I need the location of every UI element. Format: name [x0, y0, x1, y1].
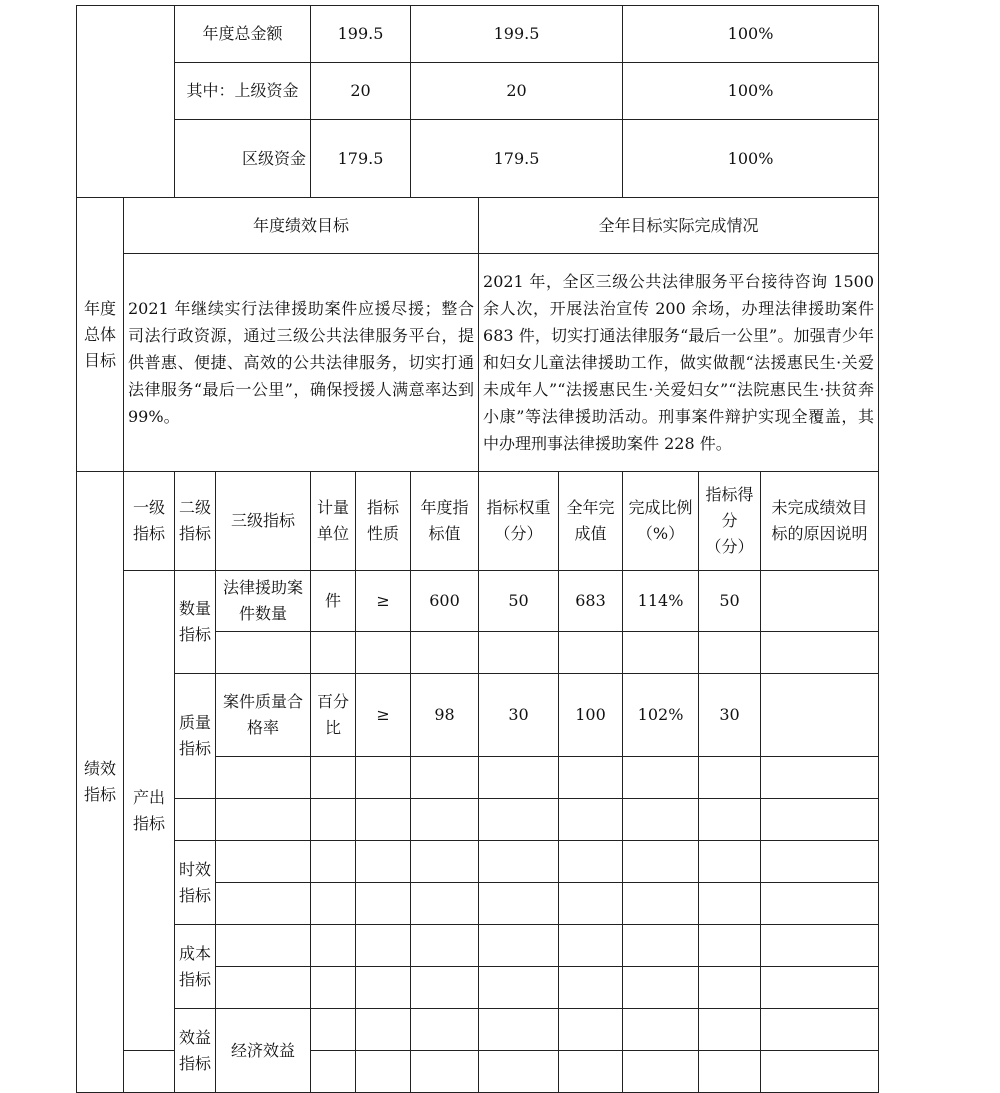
empty-cell: [761, 757, 879, 799]
empty-cell: [175, 799, 216, 841]
row1-score: 50: [699, 571, 761, 632]
empty-cell: [559, 967, 623, 1009]
row2-reason: [761, 674, 879, 757]
empty-cell: [623, 799, 699, 841]
empty-cell: [356, 757, 411, 799]
empty-cell: [216, 967, 311, 1009]
empty-cell: [479, 757, 559, 799]
upper-funds-actual: 20: [411, 63, 623, 120]
empty-cell: [356, 883, 411, 925]
empty-cell: [411, 841, 479, 883]
empty-cell: [623, 632, 699, 674]
empty-cell: [356, 1051, 411, 1093]
actual-header: 全年目标实际完成情况: [479, 198, 879, 254]
empty-cell: [699, 1051, 761, 1093]
empty-cell: [311, 757, 356, 799]
perf-indicator-label: 绩效指标: [77, 472, 124, 1093]
header-target: 年度指标值: [411, 472, 479, 571]
empty-cell: [311, 632, 356, 674]
output-indicator-label: 产出指标: [124, 571, 175, 1051]
empty-cell: [411, 1051, 479, 1093]
empty-cell: [761, 967, 879, 1009]
empty-cell: [311, 841, 356, 883]
empty-cell: [356, 967, 411, 1009]
empty-cell: [311, 1051, 356, 1093]
header-unit: 计量单位: [311, 472, 356, 571]
row1-nature: ≥: [356, 571, 411, 632]
upper-funds-plan: 20: [311, 63, 411, 120]
economic-benefit-label: 经济效益: [216, 1009, 311, 1093]
empty-cell: [216, 799, 311, 841]
empty-cell: [311, 799, 356, 841]
empty-cell: [411, 799, 479, 841]
empty-cell: [311, 883, 356, 925]
row1-name: 法律援助案件数量: [216, 571, 311, 632]
funds-blank: [77, 6, 175, 198]
empty-cell: [216, 883, 311, 925]
empty-cell: [356, 799, 411, 841]
empty-cell: [623, 925, 699, 967]
empty-cell: [216, 925, 311, 967]
empty-cell: [411, 757, 479, 799]
row2-weight: 30: [479, 674, 559, 757]
empty-cell: [216, 632, 311, 674]
empty-cell: [479, 1009, 559, 1051]
row2-ratio: 102%: [623, 674, 699, 757]
district-funds-rate: 100%: [623, 120, 879, 198]
quality-indicator-label: 质量指标: [175, 674, 216, 799]
empty-cell: [761, 1051, 879, 1093]
row2-unit: 百分比: [311, 674, 356, 757]
empty-cell: [216, 841, 311, 883]
row1-unit: 件: [311, 571, 356, 632]
empty-cell: [559, 841, 623, 883]
header-actual: 全年完成值: [559, 472, 623, 571]
upper-funds-label: 其中：上级资金: [175, 63, 311, 120]
empty-cell: [124, 1051, 175, 1093]
empty-cell: [761, 841, 879, 883]
header-level2: 二级指标: [175, 472, 216, 571]
empty-cell: [311, 1009, 356, 1051]
empty-cell: [356, 1009, 411, 1051]
header-score: 指标得分（分）: [699, 472, 761, 571]
cost-indicator-label: 成本指标: [175, 925, 216, 1009]
empty-cell: [559, 925, 623, 967]
empty-cell: [699, 883, 761, 925]
empty-cell: [411, 1009, 479, 1051]
header-ratio: 完成比例（%）: [623, 472, 699, 571]
empty-cell: [479, 841, 559, 883]
empty-cell: [356, 841, 411, 883]
district-funds-plan: 179.5: [311, 120, 411, 198]
total-funds-rate: 100%: [623, 6, 879, 63]
empty-cell: [479, 925, 559, 967]
row2-score: 30: [699, 674, 761, 757]
total-funds-plan: 199.5: [311, 6, 411, 63]
empty-cell: [311, 967, 356, 1009]
row2-nature: ≥: [356, 674, 411, 757]
header-level3: 三级指标: [216, 472, 311, 571]
empty-cell: [699, 632, 761, 674]
empty-cell: [623, 757, 699, 799]
district-funds-label: 区级资金: [175, 120, 311, 198]
header-level1: 一级指标: [124, 472, 175, 571]
empty-cell: [411, 883, 479, 925]
header-weight: 指标权重（分）: [479, 472, 559, 571]
empty-cell: [699, 841, 761, 883]
empty-cell: [559, 799, 623, 841]
row1-actual: 683: [559, 571, 623, 632]
empty-cell: [356, 632, 411, 674]
upper-funds-rate: 100%: [623, 63, 879, 120]
empty-cell: [761, 925, 879, 967]
empty-cell: [699, 757, 761, 799]
empty-cell: [479, 1051, 559, 1093]
empty-cell: [216, 757, 311, 799]
empty-cell: [761, 883, 879, 925]
row2-target: 98: [411, 674, 479, 757]
empty-cell: [623, 841, 699, 883]
empty-cell: [623, 1009, 699, 1051]
quantity-indicator-label: 数量指标: [175, 571, 216, 674]
benefit-indicator-label: 效益指标: [175, 1009, 216, 1093]
row1-ratio: 114%: [623, 571, 699, 632]
annual-actual-text: 2021 年，全区三级公共法律服务平台接待咨询 1500 余人次，开展法治宣传 200 余场，办理法律援助案件 683 件，切实打通法律服务“最后一公里”。加强青少年和妇女儿童法律援助工作，做实做靓“法援惠民生·关爱未成年人”“法援惠民生·关爱妇女”“法院惠民生·扶贫奔小康”等法律援助活动。刑事案件辩护实现全覆盖，其中办理刑事法律援助案件 228 件。: [479, 254, 879, 472]
empty-cell: [761, 799, 879, 841]
header-nature: 指标性质: [356, 472, 411, 571]
empty-cell: [356, 925, 411, 967]
target-header: 年度绩效目标: [124, 198, 479, 254]
header-reason: 未完成绩效目标的原因说明: [761, 472, 879, 571]
empty-cell: [411, 925, 479, 967]
empty-cell: [761, 1009, 879, 1051]
total-funds-label: 年度总金额: [175, 6, 311, 63]
row2-name: 案件质量合格率: [216, 674, 311, 757]
empty-cell: [761, 632, 879, 674]
empty-cell: [623, 1051, 699, 1093]
empty-cell: [559, 1009, 623, 1051]
empty-cell: [479, 799, 559, 841]
empty-cell: [699, 925, 761, 967]
empty-cell: [479, 967, 559, 1009]
performance-table: [76, 5, 879, 1093]
empty-cell: [311, 925, 356, 967]
overall-target-label: 年度总体目标: [77, 198, 124, 472]
annual-target-text: 2021 年继续实行法律援助案件应援尽援；整合司法行政资源，通过三级公共法律服务平台，提供普惠、便捷、高效的公共法律服务，切实打通法律服务“最后一公里”，确保授援人满意率达到 99%。: [124, 254, 479, 472]
empty-cell: [479, 883, 559, 925]
empty-cell: [411, 632, 479, 674]
empty-cell: [559, 883, 623, 925]
row2-actual: 100: [559, 674, 623, 757]
row1-target: 600: [411, 571, 479, 632]
empty-cell: [699, 1009, 761, 1051]
empty-cell: [411, 967, 479, 1009]
empty-cell: [699, 967, 761, 1009]
empty-cell: [559, 1051, 623, 1093]
empty-cell: [623, 883, 699, 925]
empty-cell: [559, 757, 623, 799]
time-indicator-label: 时效指标: [175, 841, 216, 925]
empty-cell: [559, 632, 623, 674]
empty-cell: [623, 967, 699, 1009]
total-funds-actual: 199.5: [411, 6, 623, 63]
district-funds-actual: 179.5: [411, 120, 623, 198]
empty-cell: [699, 799, 761, 841]
empty-cell: [479, 632, 559, 674]
row1-reason: [761, 571, 879, 632]
row1-weight: 50: [479, 571, 559, 632]
